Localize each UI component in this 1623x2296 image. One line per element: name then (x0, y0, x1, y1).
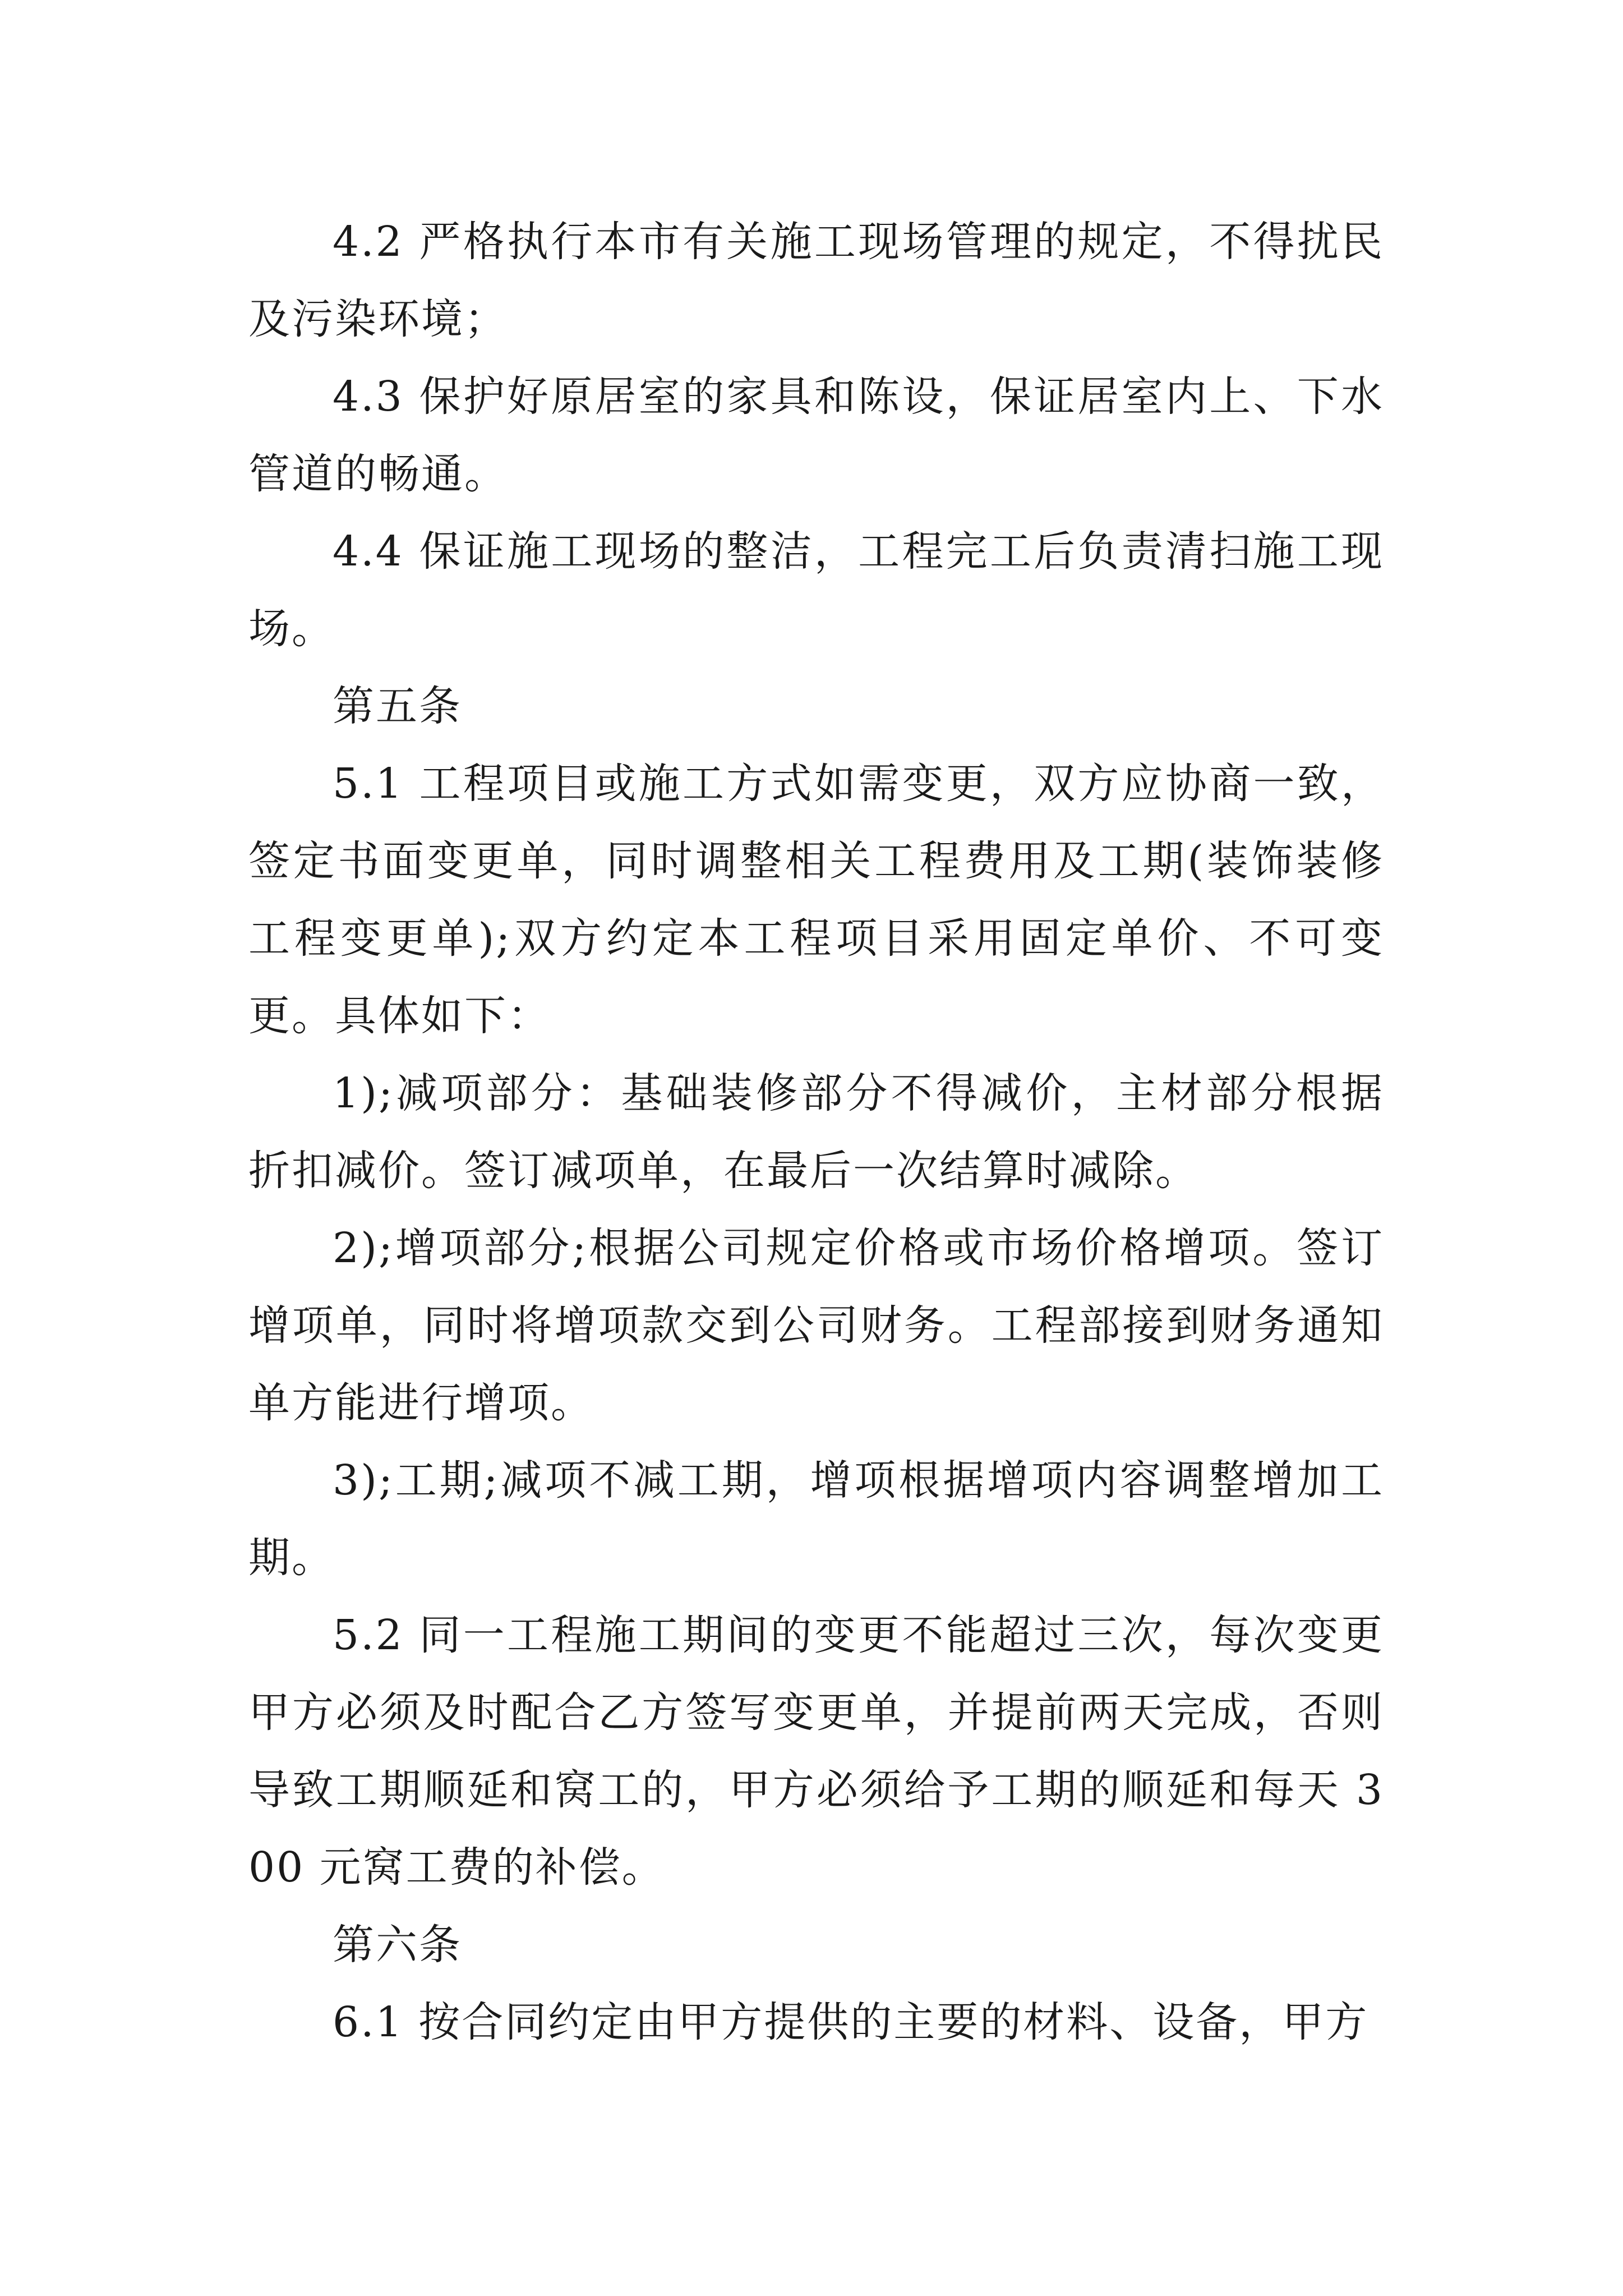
clause-4-3: 4.3 保护好原居室的家具和陈设，保证居室内上、下水管道的畅通。 (248, 372, 1384, 498)
document-body (248, 203, 1384, 2061)
clause-5-2: 5.2 同一工程施工期间的变更不能超过三次，每次变更甲方必须及时配合乙方签写变更单，并提前两天完成，否则导致工期顺延和窝工的，甲方必须给予工期的顺延和每天 300 元窝工费的补偿。 (248, 1611, 1384, 1892)
article-6-heading: 第六条 (333, 1921, 462, 1969)
clause-4-4: 4.4 保证施工现场的整洁，工程完工后负责清扫施工现场。 (248, 527, 1384, 653)
clause-5-1-item-2: 2);增项部分;根据公司规定价格或市场价格增项。签订增项单，同时将增项款交到公司财务。工程部接到财务通知单方能进行增项。 (248, 1224, 1384, 1427)
clause-5-1: 5.1 工程项目或施工方式如需变更，双方应协商一致，签定书面变更单，同时调整相关工程费用及工期(装饰装修工程变更单);双方约定本工程项目采用固定单价、不可变更。具体如下： (248, 760, 1384, 1040)
clause-5-1-item-1: 1);减项部分：基础装修部分不得减价，主材部分根据折扣减价。签订减项单，在最后一次结算时减除。 (248, 1069, 1384, 1195)
clause-5-1-item-3: 3);工期;减项不减工期，增项根据增项内容调整增加工期。 (248, 1456, 1384, 1582)
clause-6-1: 6.1 按合同约定由甲方提供的主要的材料、设备，甲方 (333, 1998, 1369, 2046)
clause-4-2: 4.2 严格执行本市有关施工现场管理的规定，不得扰民及污染环境； (248, 218, 1384, 343)
article-5-heading: 第五条 (333, 682, 462, 730)
